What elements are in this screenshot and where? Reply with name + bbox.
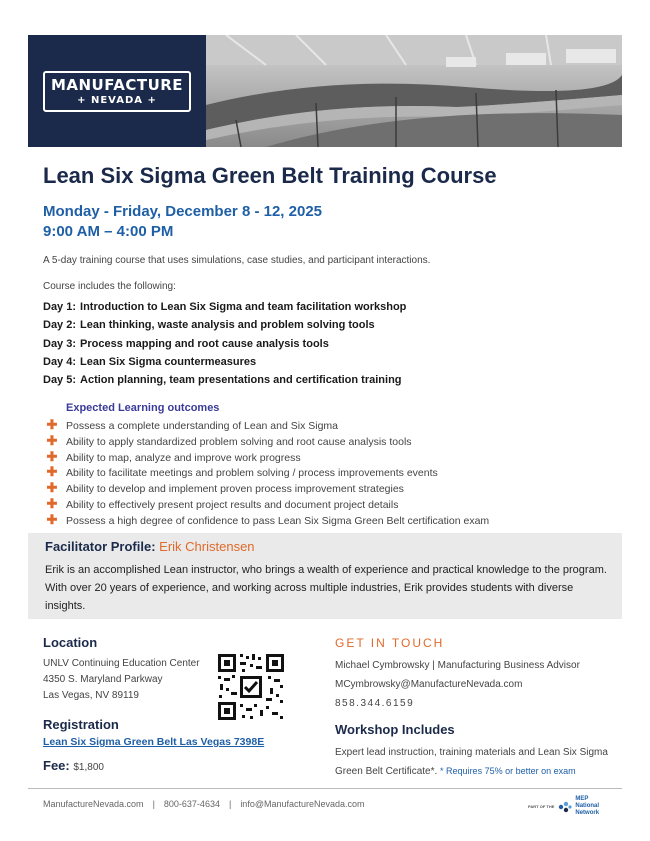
facilitator-name: Erik Christensen (159, 539, 255, 554)
outcomes-list (45, 417, 605, 528)
facilitator-bio: Erik is an accomplished Lean instructor, who brings a wealth of experience and practical knowledge to the program. With over 20 years of experience, and working across multiple industries, Erik provides students with diverse insights. (45, 564, 607, 612)
fee-value: $1,800 (73, 762, 104, 773)
list-item (45, 512, 605, 528)
plus-icon: ✚ (46, 511, 58, 527)
workshop-note: * Requires 75% or better on exam (440, 766, 576, 776)
outcome-text: Ability to effectively present project results and document project details (66, 498, 399, 511)
day-label: Day 2: (43, 319, 77, 332)
day-item (43, 335, 603, 353)
registration-heading: Registration (43, 717, 119, 732)
fee (43, 758, 104, 773)
outcome-text: Ability to develop and implement proven process improvement strategies (66, 483, 404, 496)
day-text: Process mapping and root cause analysis tools (80, 337, 329, 350)
profile-heading (45, 539, 255, 554)
workshop-text: Expert lead instruction, training materials and Lean Six Sigma Green Belt Certificate*. (335, 747, 608, 777)
list-item (45, 480, 605, 496)
logo-frame (43, 71, 191, 112)
mep-dots-icon (558, 800, 572, 814)
day-item (43, 371, 603, 389)
registration-link[interactable]: Lean Six Sigma Green Belt Las Vegas 7398E (43, 736, 265, 748)
day-text: Action planning, team presentations and certification training (80, 374, 402, 387)
contact-details (335, 656, 580, 713)
day-label: Day 4: (43, 355, 77, 368)
header-banner (28, 35, 622, 147)
footer-phone[interactable]: 800-637-4634 (163, 799, 220, 809)
contact-person: Michael Cymbrowsky | Manufacturing Business Advisor (335, 660, 580, 671)
location-address (43, 656, 200, 704)
course-time: 9:00 AM – 4:00 PM (43, 223, 174, 240)
qr-code[interactable] (216, 652, 286, 722)
plus-icon: ✚ (46, 448, 58, 464)
day-label: Day 5: (43, 374, 77, 387)
mep-wordmark (575, 796, 599, 817)
location-heading: Location (43, 635, 98, 650)
list-item (45, 417, 605, 433)
workshop-heading: Workshop Includes (335, 722, 455, 737)
list-item (45, 449, 605, 465)
logo-wordmark: MANUFACTURE (50, 75, 184, 94)
facilitator-profile (28, 533, 622, 619)
profile-label: Facilitator Profile: (45, 539, 156, 554)
contact-heading: GET IN TOUCH (335, 636, 445, 650)
outcome-text: Possess a complete understanding of Lean and Six Sigma (66, 420, 339, 432)
footer (43, 799, 365, 809)
address-line: UNLV Continuing Education Center (43, 658, 200, 669)
plus-icon: ✚ (46, 495, 58, 511)
mep-line: Network (575, 810, 600, 816)
mep-network-logo (528, 796, 599, 817)
list-item (45, 464, 605, 480)
day-item (43, 353, 603, 371)
fee-label: Fee: (43, 758, 70, 773)
footer-separator: | (228, 799, 232, 809)
day-label: Day 1: (43, 301, 77, 313)
course-includes-label: Course includes the following: (43, 281, 176, 292)
outcome-text: Ability to map, analyze and improve work progress (66, 451, 301, 464)
day-text: Lean thinking, waste analysis and problem solving tools (80, 319, 375, 332)
address-line: Las Vegas, NV 89119 (43, 690, 139, 701)
day-list (43, 298, 603, 389)
logo-subtitle: + NEVADA + (77, 94, 157, 106)
plus-icon: ✚ (46, 480, 58, 496)
mep-line: National (575, 803, 600, 809)
footer-divider (28, 788, 622, 789)
conveyor-photo (206, 35, 622, 147)
mep-part-label: PART OF THE (528, 804, 555, 809)
course-intro: A 5-day training course that uses simulations, case studies, and participant interactions. (43, 255, 431, 266)
plus-icon: ✚ (46, 417, 58, 432)
course-dates: Monday - Friday, December 8 - 12, 2025 (43, 203, 323, 220)
footer-separator: | (152, 799, 155, 809)
workshop-body (335, 743, 635, 781)
day-label: Day 3: (43, 337, 77, 350)
mep-line: MEP (575, 796, 589, 802)
day-text: Lean Six Sigma countermeasures (80, 355, 257, 368)
plus-icon: ✚ (46, 464, 58, 480)
list-item (45, 496, 605, 512)
day-text: Introduction to Lean Six Sigma and team facilitation workshop (80, 301, 407, 313)
manufacture-nevada-logo (28, 35, 206, 147)
outcomes-heading: Expected Learning outcomes (66, 402, 220, 414)
day-item (43, 298, 603, 316)
contact-email[interactable]: MCymbrowsky@ManufactureNevada.com (335, 679, 523, 690)
list-item (45, 433, 605, 449)
outcome-text: Ability to apply standardized problem solving and root cause analysis tools (66, 435, 412, 448)
footer-email[interactable]: info@ManufactureNevada.com (240, 799, 365, 809)
conveyor-illustration (206, 35, 622, 147)
outcome-text: Possess a high degree of confidence to pass Lean Six Sigma Green Belt certification exam (66, 514, 490, 527)
address-line: 4350 S. Maryland Parkway (43, 674, 163, 685)
contact-phone[interactable]: 858.344.6159 (335, 698, 415, 709)
day-item (43, 316, 603, 334)
footer-site[interactable]: ManufactureNevada.com (43, 799, 144, 809)
course-title: Lean Six Sigma Green Belt Training Course (43, 163, 497, 188)
outcome-text: Ability to facilitate meetings and problem solving / process improvements events (66, 467, 438, 480)
plus-icon: ✚ (46, 432, 58, 448)
